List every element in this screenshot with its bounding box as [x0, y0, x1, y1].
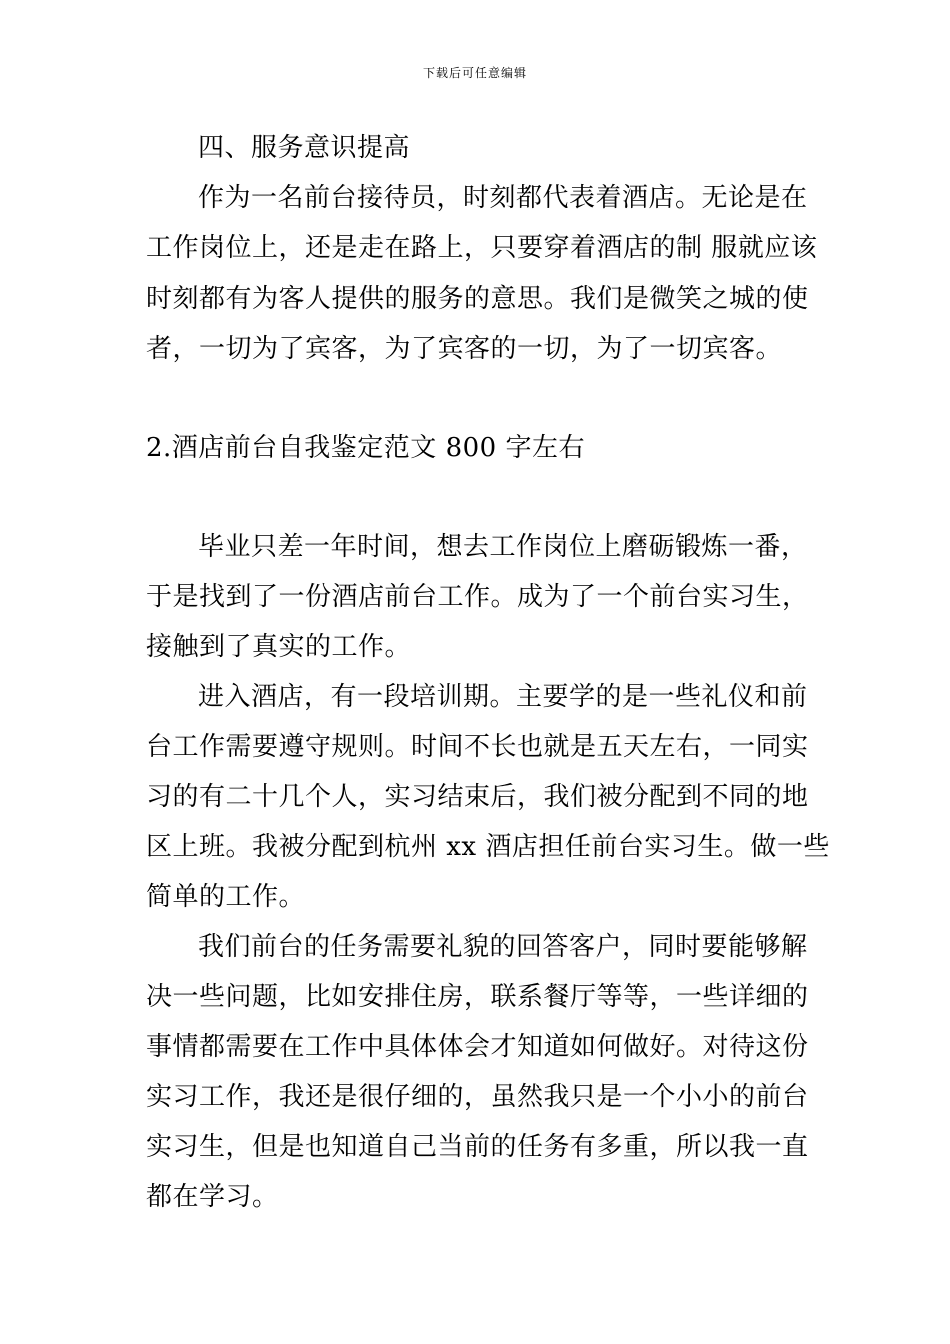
- page-header: 下载后可任意编辑: [422, 66, 527, 80]
- article-title: 2.酒店前台自我鉴定范文 800 字左右: [146, 433, 585, 463]
- text-line: 决一些问题，比如安排住房，联系餐厅等等，一些详细的: [146, 982, 809, 1012]
- text-line: 我们前台的任务需要礼貌的回答客户，同时要能够解: [198, 932, 808, 962]
- text-line: 接触到了真实的工作。: [146, 632, 412, 662]
- text-line: 时刻都有为客人提供的服务的意思。我们是微笑之城的使: [146, 284, 809, 314]
- text-line: 毕业只差一年时间，想去工作岗位上磨砺锻炼一番，: [198, 532, 808, 562]
- text-line: 事情都需要在工作中具体体会才知道如何做好。对待这份: [146, 1032, 809, 1062]
- text-line: 台工作需要遵守规则。时间不长也就是五天左右，一同实: [146, 732, 809, 762]
- text-line: 实习工作，我还是很仔细的，虽然我只是一个小小的前台: [146, 1082, 809, 1112]
- text-line: 习的有二十几个人，实习结束后，我们被分配到不同的地: [146, 782, 809, 812]
- text-line: 实习生，但是也知道自己当前的任务有多重，所以我一直: [146, 1132, 809, 1162]
- text-line: 进入酒店，有一段培训期。主要学的是一些礼仪和前: [198, 682, 808, 712]
- text-line: 作为一名前台接待员，时刻都代表着酒店。无论是在: [198, 183, 808, 213]
- section-heading: 四、服务意识提高: [198, 133, 411, 163]
- text-line: 简单的工作。: [146, 882, 306, 912]
- text-line: 区上班。我被分配到杭州 xx 酒店担任前台实习生。做一些: [146, 832, 830, 862]
- text-line: 工作岗位上，还是走在路上，只要穿着酒店的制 服就应该: [146, 233, 818, 263]
- text-line: 者，一切为了宾客，为了宾客的一切，为了一切宾客。: [146, 334, 783, 364]
- text-line: 都在学习。: [146, 1182, 279, 1212]
- text-line: 于是找到了一份酒店前台工作。成为了一个前台实习生，: [146, 582, 809, 612]
